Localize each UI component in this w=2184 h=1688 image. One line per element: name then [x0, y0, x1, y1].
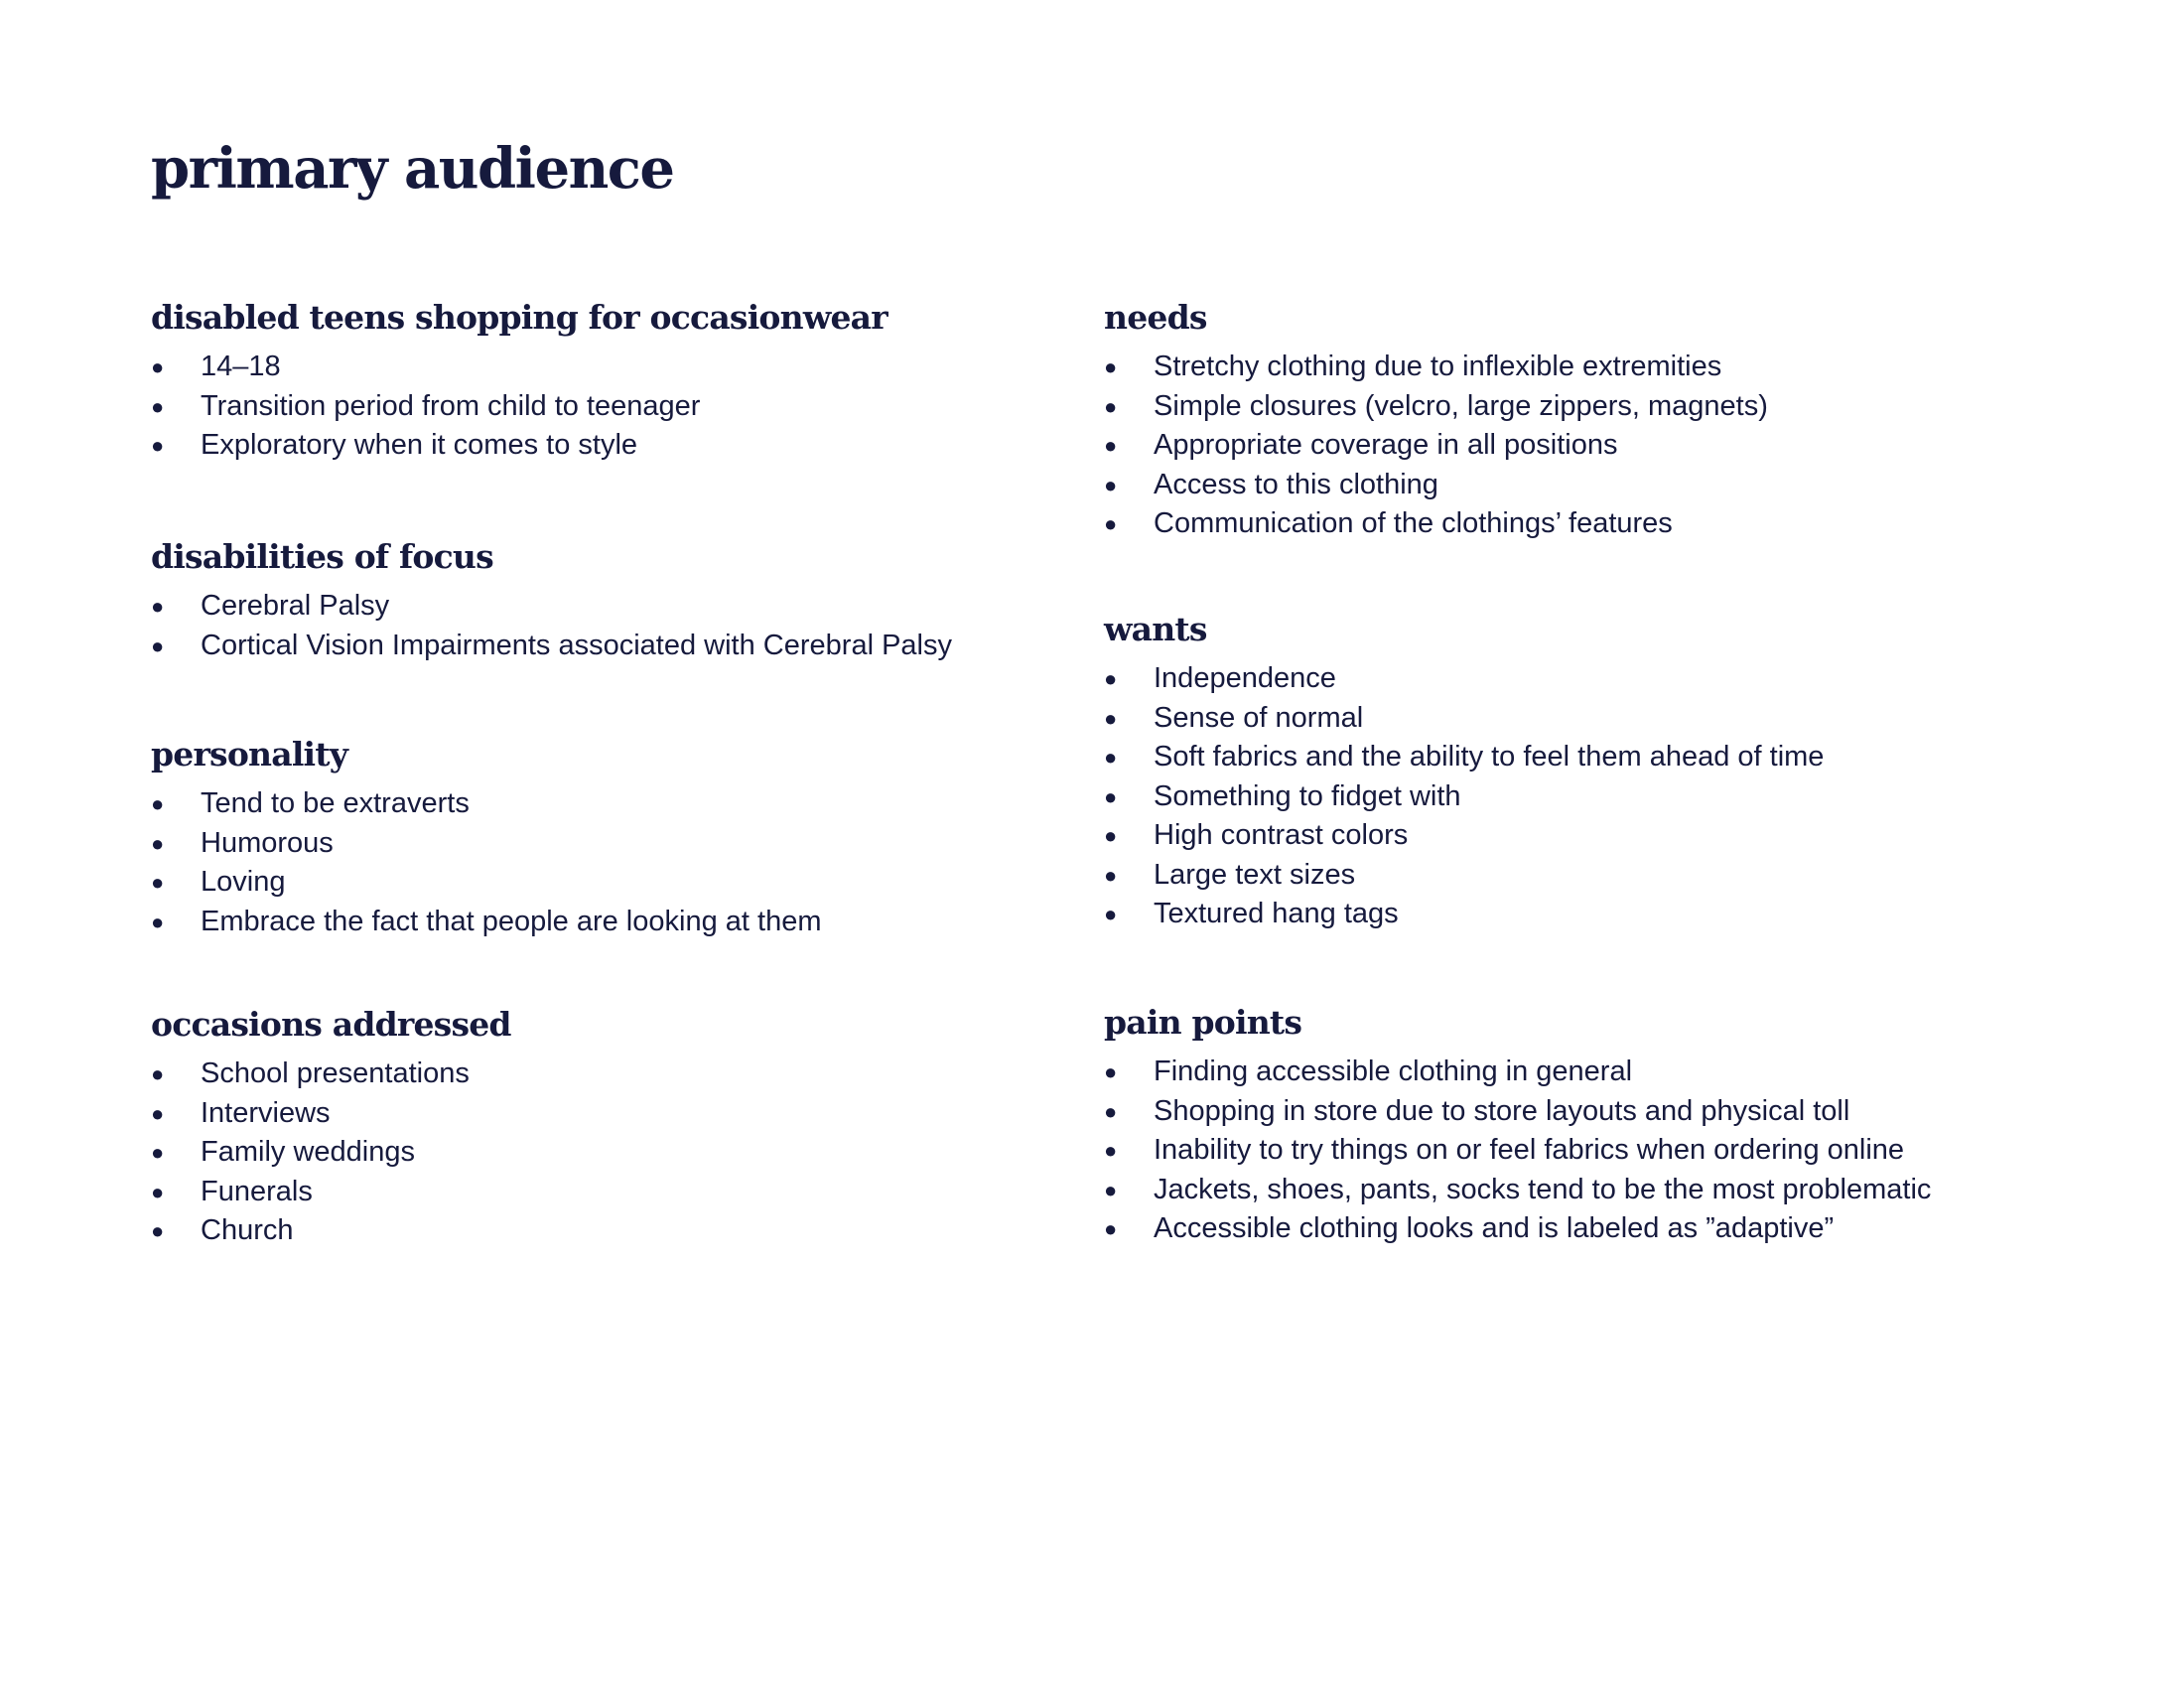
section-heading: disabilities of focus — [151, 537, 493, 576]
list-item-text: Accessible clothing looks and is labeled as ”adaptive” — [1154, 1212, 1835, 1244]
bullet-list — [151, 1055, 1024, 1251]
section-pain-points — [1104, 1001, 2097, 1249]
list-item-text: Funerals — [201, 1175, 313, 1207]
list-item — [1104, 387, 2097, 427]
list-item — [1104, 1131, 2097, 1171]
list-item — [1104, 895, 2097, 934]
section-occasions — [151, 1003, 1024, 1251]
list-item-text: Simple closures (velcro, large zippers, magnets) — [1154, 389, 1768, 422]
list-item-text: Loving — [201, 866, 286, 898]
bullet-icon: ● — [1104, 823, 1118, 848]
bullet-list — [151, 587, 1024, 665]
list-item — [151, 348, 1024, 387]
bullet-icon: ● — [1104, 666, 1118, 691]
bullet-icon: ● — [151, 830, 165, 856]
list-item-text: Exploratory when it comes to style — [201, 429, 638, 461]
bullet-icon: ● — [1104, 472, 1118, 497]
list-item-text: Inability to try things on or feel fabrics when ordering online — [1154, 1134, 1905, 1166]
bullet-icon: ● — [151, 870, 165, 895]
list-item-text: Cerebral Palsy — [201, 590, 390, 622]
bullet-icon: ● — [1104, 1138, 1118, 1163]
list-item-text: Soft fabrics and the ability to feel them ahead of time — [1154, 741, 1825, 773]
list-item-text: Independence — [1154, 662, 1336, 694]
list-item — [151, 824, 1024, 864]
section-heading: wants — [1104, 610, 1207, 648]
list-item — [1104, 659, 2097, 699]
bullet-icon: ● — [1104, 1177, 1118, 1202]
bullet-icon: ● — [151, 433, 165, 458]
bullet-list — [1104, 1053, 2097, 1249]
section-heading: occasions addressed — [151, 1005, 511, 1044]
bullet-icon: ● — [1104, 862, 1118, 888]
list-item-text: Family weddings — [201, 1136, 415, 1168]
list-item — [151, 1094, 1024, 1134]
bullet-list — [1104, 348, 2097, 544]
bullet-list — [151, 784, 1024, 941]
list-item — [151, 903, 1024, 942]
bullet-icon: ● — [151, 393, 165, 419]
list-item-text: Finding accessible clothing in general — [1154, 1055, 1633, 1087]
bullet-icon: ● — [1104, 902, 1118, 926]
list-item-text: Church — [201, 1214, 294, 1246]
page-title: primary audience — [151, 136, 674, 202]
list-item — [1104, 426, 2097, 466]
section-heading: needs — [1104, 298, 1207, 337]
bullet-icon: ● — [151, 354, 165, 379]
list-item-text: Transition period from child to teenager — [201, 389, 701, 422]
bullet-icon: ● — [1104, 393, 1118, 419]
bullet-icon: ● — [151, 1218, 165, 1243]
bullet-icon: ● — [1104, 1059, 1118, 1084]
list-item — [1104, 466, 2097, 505]
section-heading: pain points — [1104, 1003, 1302, 1042]
bullet-icon: ● — [151, 594, 165, 619]
section-heading: personality — [151, 735, 348, 774]
list-item-text: High contrast colors — [1154, 819, 1409, 851]
list-item-text: Something to fidget with — [1154, 779, 1461, 812]
list-item — [1104, 738, 2097, 777]
list-item-text: Cortical Vision Impairments associated with Cerebral Palsy — [201, 629, 952, 661]
bullet-icon: ● — [151, 909, 165, 934]
list-item-text: Humorous — [201, 826, 334, 859]
list-item — [1104, 504, 2097, 544]
list-item-text: Interviews — [201, 1096, 331, 1129]
bullet-icon: ● — [1104, 783, 1118, 809]
bullet-icon: ● — [151, 1179, 165, 1204]
list-item — [151, 426, 1024, 466]
list-item — [151, 784, 1024, 824]
list-item-text: Access to this clothing — [1154, 468, 1438, 500]
bullet-icon: ● — [151, 1140, 165, 1165]
bullet-list — [1104, 659, 2097, 934]
bullet-icon: ● — [151, 1061, 165, 1086]
list-item-text: Stretchy clothing due to inflexible extremities — [1154, 351, 1722, 382]
list-item — [1104, 816, 2097, 856]
bullet-icon: ● — [151, 633, 165, 658]
bullet-list — [151, 348, 1024, 466]
list-item-text: Large text sizes — [1154, 858, 1356, 891]
section-personality — [151, 733, 1024, 941]
section-wants — [1104, 608, 2097, 934]
list-item — [1104, 1092, 2097, 1132]
list-item — [151, 627, 1024, 666]
list-item-text: Embrace the fact that people are looking at them — [201, 905, 822, 937]
list-item — [151, 863, 1024, 903]
list-item — [151, 387, 1024, 427]
list-item-text: Textured hang tags — [1154, 898, 1399, 929]
section-teens — [151, 296, 1024, 466]
bullet-icon: ● — [1104, 354, 1118, 379]
bullet-icon: ● — [1104, 511, 1118, 536]
list-item — [151, 1173, 1024, 1212]
list-item — [151, 587, 1024, 627]
list-item — [1104, 777, 2097, 817]
list-item — [151, 1133, 1024, 1173]
list-item-text: Communication of the clothings’ features — [1154, 507, 1673, 539]
list-item — [1104, 348, 2097, 387]
bullet-icon: ● — [1104, 1098, 1118, 1124]
section-heading: disabled teens shopping for occasionwear — [151, 298, 887, 337]
list-item — [151, 1055, 1024, 1094]
list-item-text: School presentations — [201, 1057, 470, 1089]
bullet-icon: ● — [1104, 705, 1118, 731]
list-item — [1104, 1171, 2097, 1210]
list-item-text: Sense of normal — [1154, 701, 1364, 734]
list-item — [151, 1211, 1024, 1251]
list-item — [1104, 856, 2097, 896]
list-item-text: 14–18 — [201, 351, 281, 382]
section-needs — [1104, 296, 2097, 544]
bullet-icon: ● — [151, 1100, 165, 1126]
list-item-text: Jackets, shoes, pants, socks tend to be the most problematic — [1154, 1173, 1932, 1205]
list-item-text: Appropriate coverage in all positions — [1154, 429, 1618, 461]
list-item-text: Tend to be extraverts — [201, 787, 470, 819]
bullet-icon: ● — [1104, 745, 1118, 770]
bullet-icon: ● — [1104, 433, 1118, 458]
list-item-text: Shopping in store due to store layouts and physical toll — [1154, 1094, 1850, 1127]
list-item — [1104, 1053, 2097, 1092]
section-disabilities — [151, 535, 1024, 665]
bullet-icon: ● — [151, 791, 165, 816]
list-item — [1104, 699, 2097, 739]
list-item — [1104, 1209, 2097, 1249]
bullet-icon: ● — [1104, 1216, 1118, 1241]
